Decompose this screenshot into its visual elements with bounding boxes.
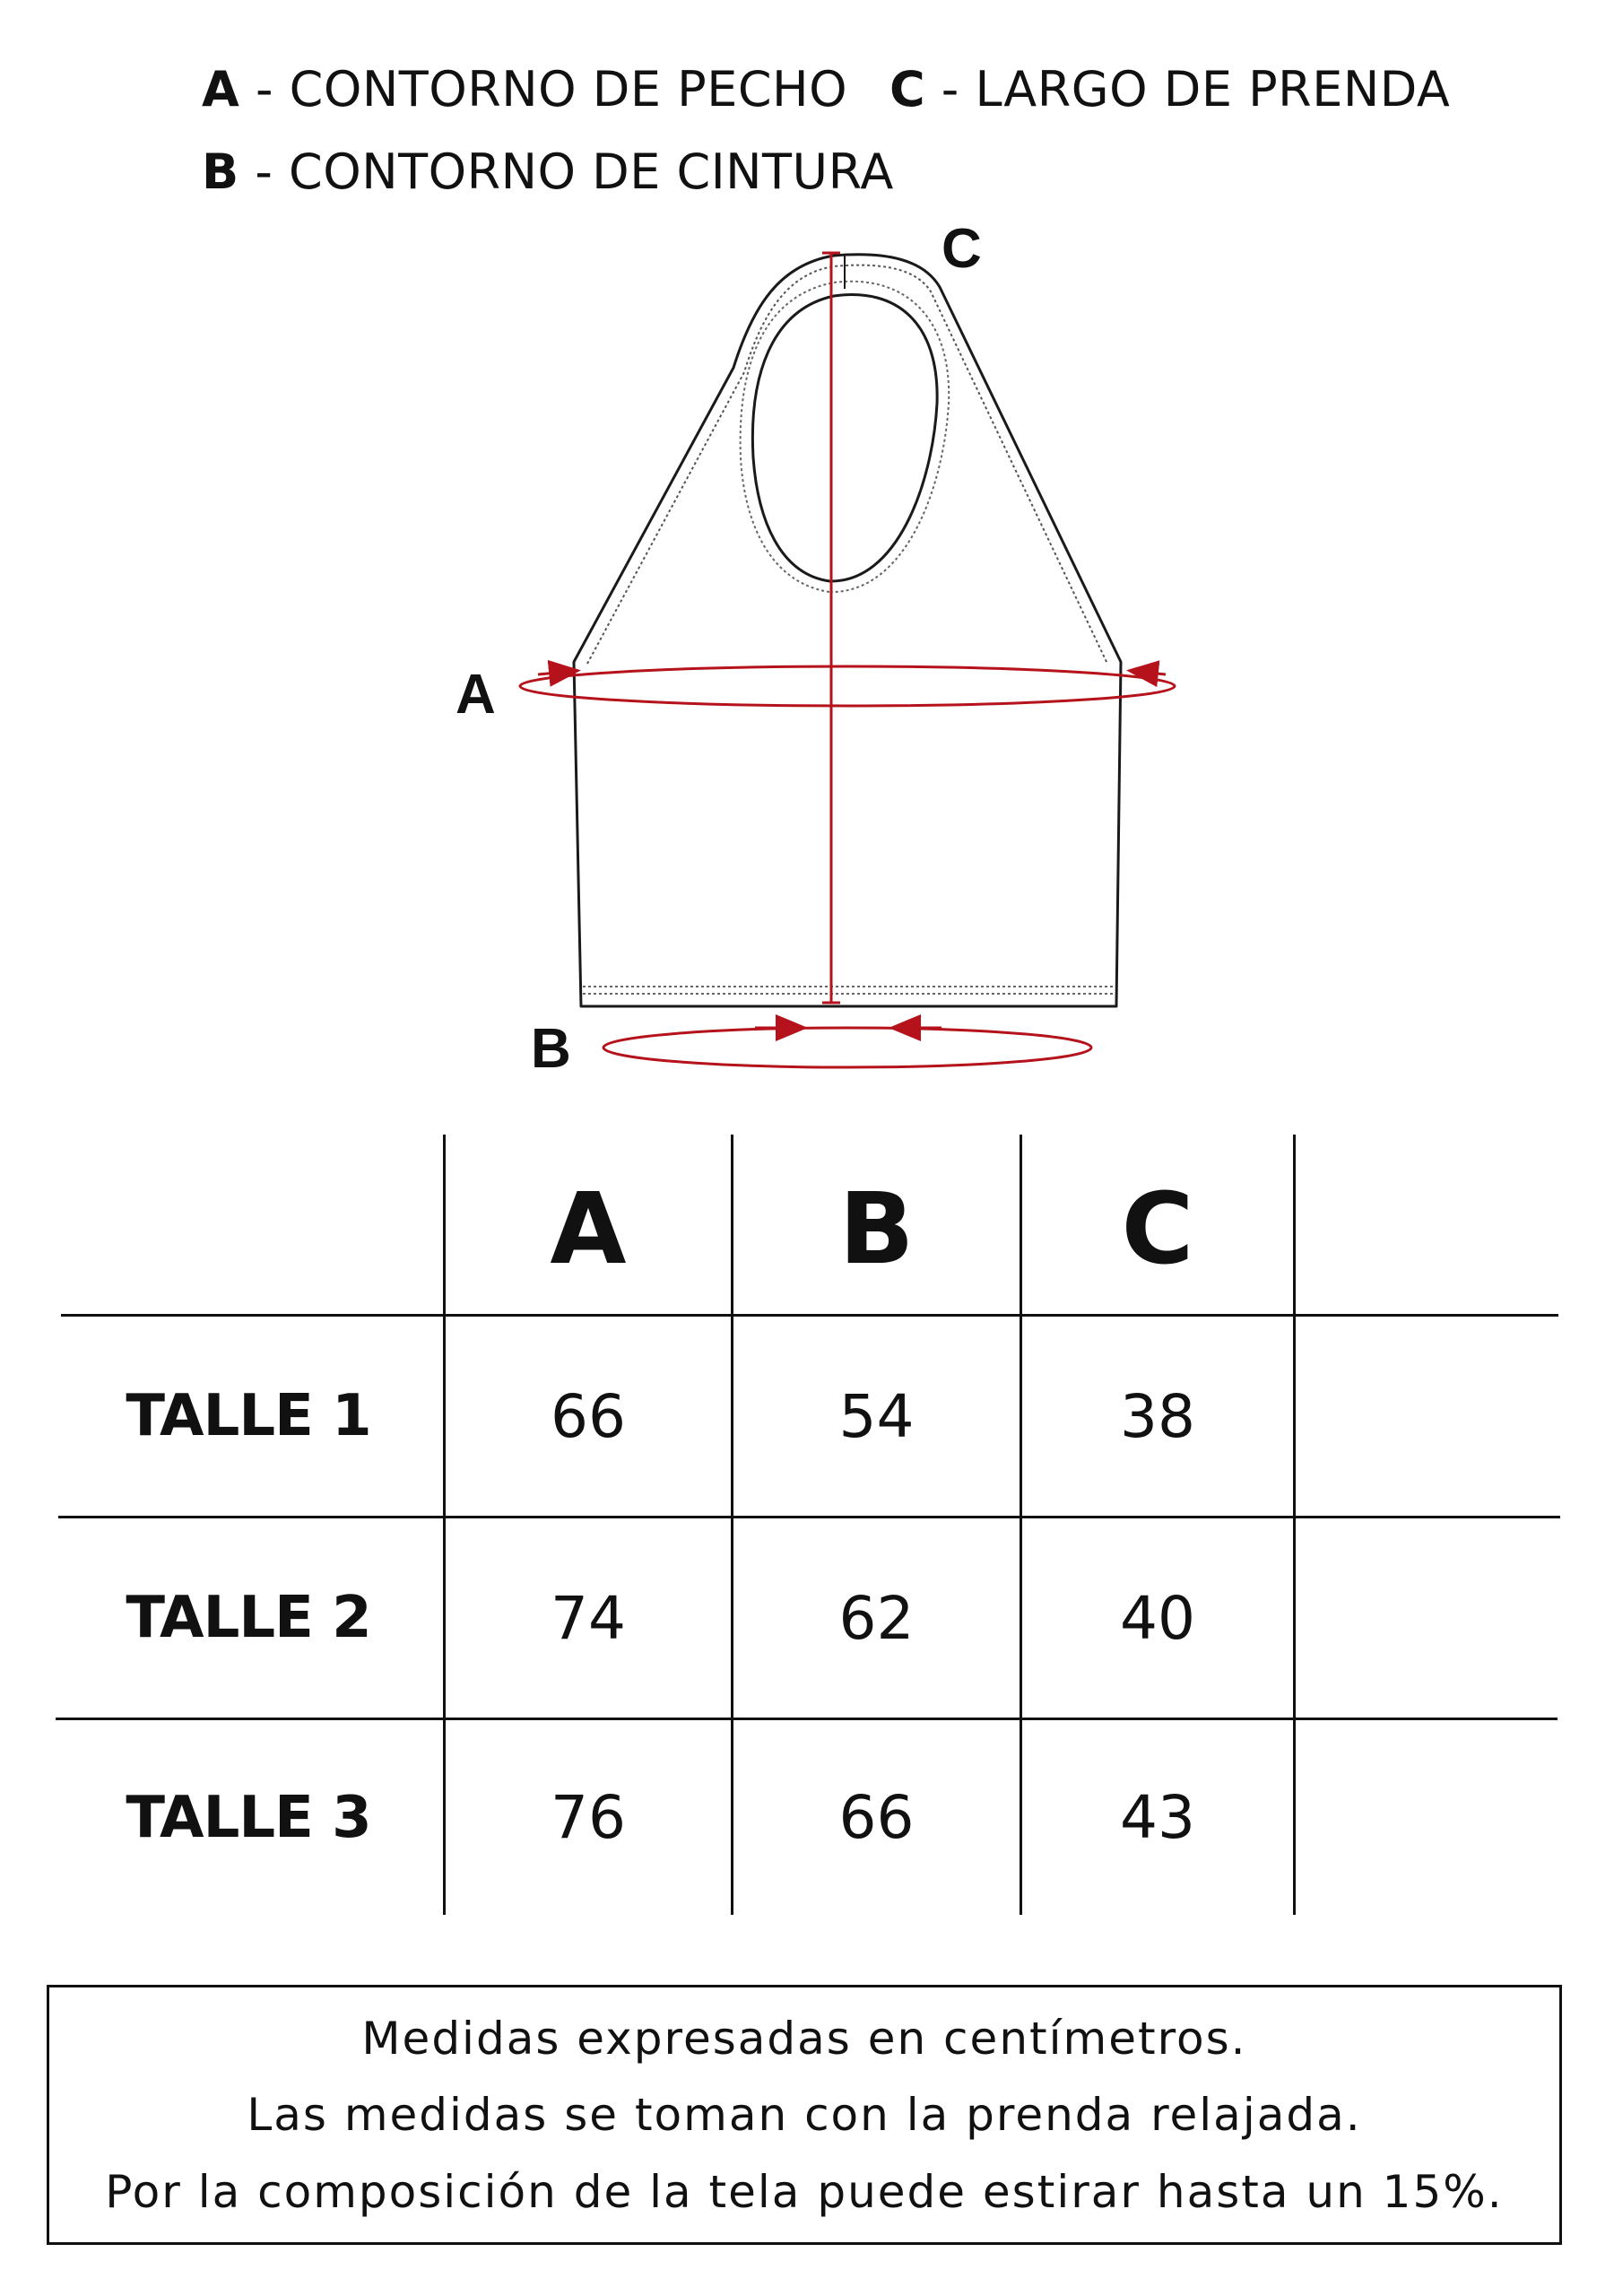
garment-diagram (0, 0, 1614, 1130)
column-header-c: C (1121, 1171, 1194, 1286)
value-talle-3-c: 43 (1120, 1783, 1195, 1852)
note-relaxed: Las medidas se toman con la prenda relajada. (247, 2089, 1362, 2141)
value-talle-1-b: 54 (838, 1381, 915, 1451)
value-talle-3-a: 76 (551, 1783, 626, 1852)
diagram-label-a: A (456, 664, 496, 726)
column-header-b: B (838, 1171, 915, 1286)
garment-binding (587, 265, 1107, 664)
legend-a-text: - CONTORNO DE PECHO (239, 61, 848, 117)
notes-box (47, 1985, 1562, 2245)
value-talle-2-a: 74 (551, 1583, 626, 1653)
measure-a-ellipse (520, 666, 1175, 706)
table-vline (1293, 1135, 1296, 1915)
value-talle-3-b: 66 (838, 1783, 915, 1852)
neck-opening (752, 295, 937, 582)
value-talle-1-c: 38 (1120, 1381, 1195, 1451)
value-talle-2-c: 40 (1120, 1583, 1195, 1653)
diagram-label-b: B (531, 1018, 571, 1080)
value-talle-1-a: 66 (551, 1381, 626, 1451)
row-label-talle-3: TALLE 3 (126, 1784, 371, 1851)
note-stretch: Por la composición de la tela puede estirar hasta un 15%. (105, 2165, 1504, 2218)
row-label-talle-1: TALLE 1 (126, 1383, 371, 1449)
garment-outline (574, 255, 1121, 1006)
legend-b-letter: B (202, 144, 239, 200)
legend-b-text: - CONTORNO DE CINTURA (239, 144, 894, 200)
value-talle-2-b: 62 (838, 1583, 915, 1653)
diagram-label-c: C (941, 218, 982, 280)
measure-b-ellipse (603, 1028, 1091, 1067)
legend-c-letter: C (889, 61, 926, 117)
row-label-talle-2: TALLE 2 (126, 1585, 371, 1651)
column-header-a: A (550, 1171, 627, 1286)
legend-c-text: - LARGO DE PRENDA (925, 61, 1451, 117)
note-units: Medidas expresadas en centímetros. (361, 2012, 1247, 2065)
legend-a-letter: A (202, 61, 240, 117)
neck-binding (741, 282, 950, 592)
